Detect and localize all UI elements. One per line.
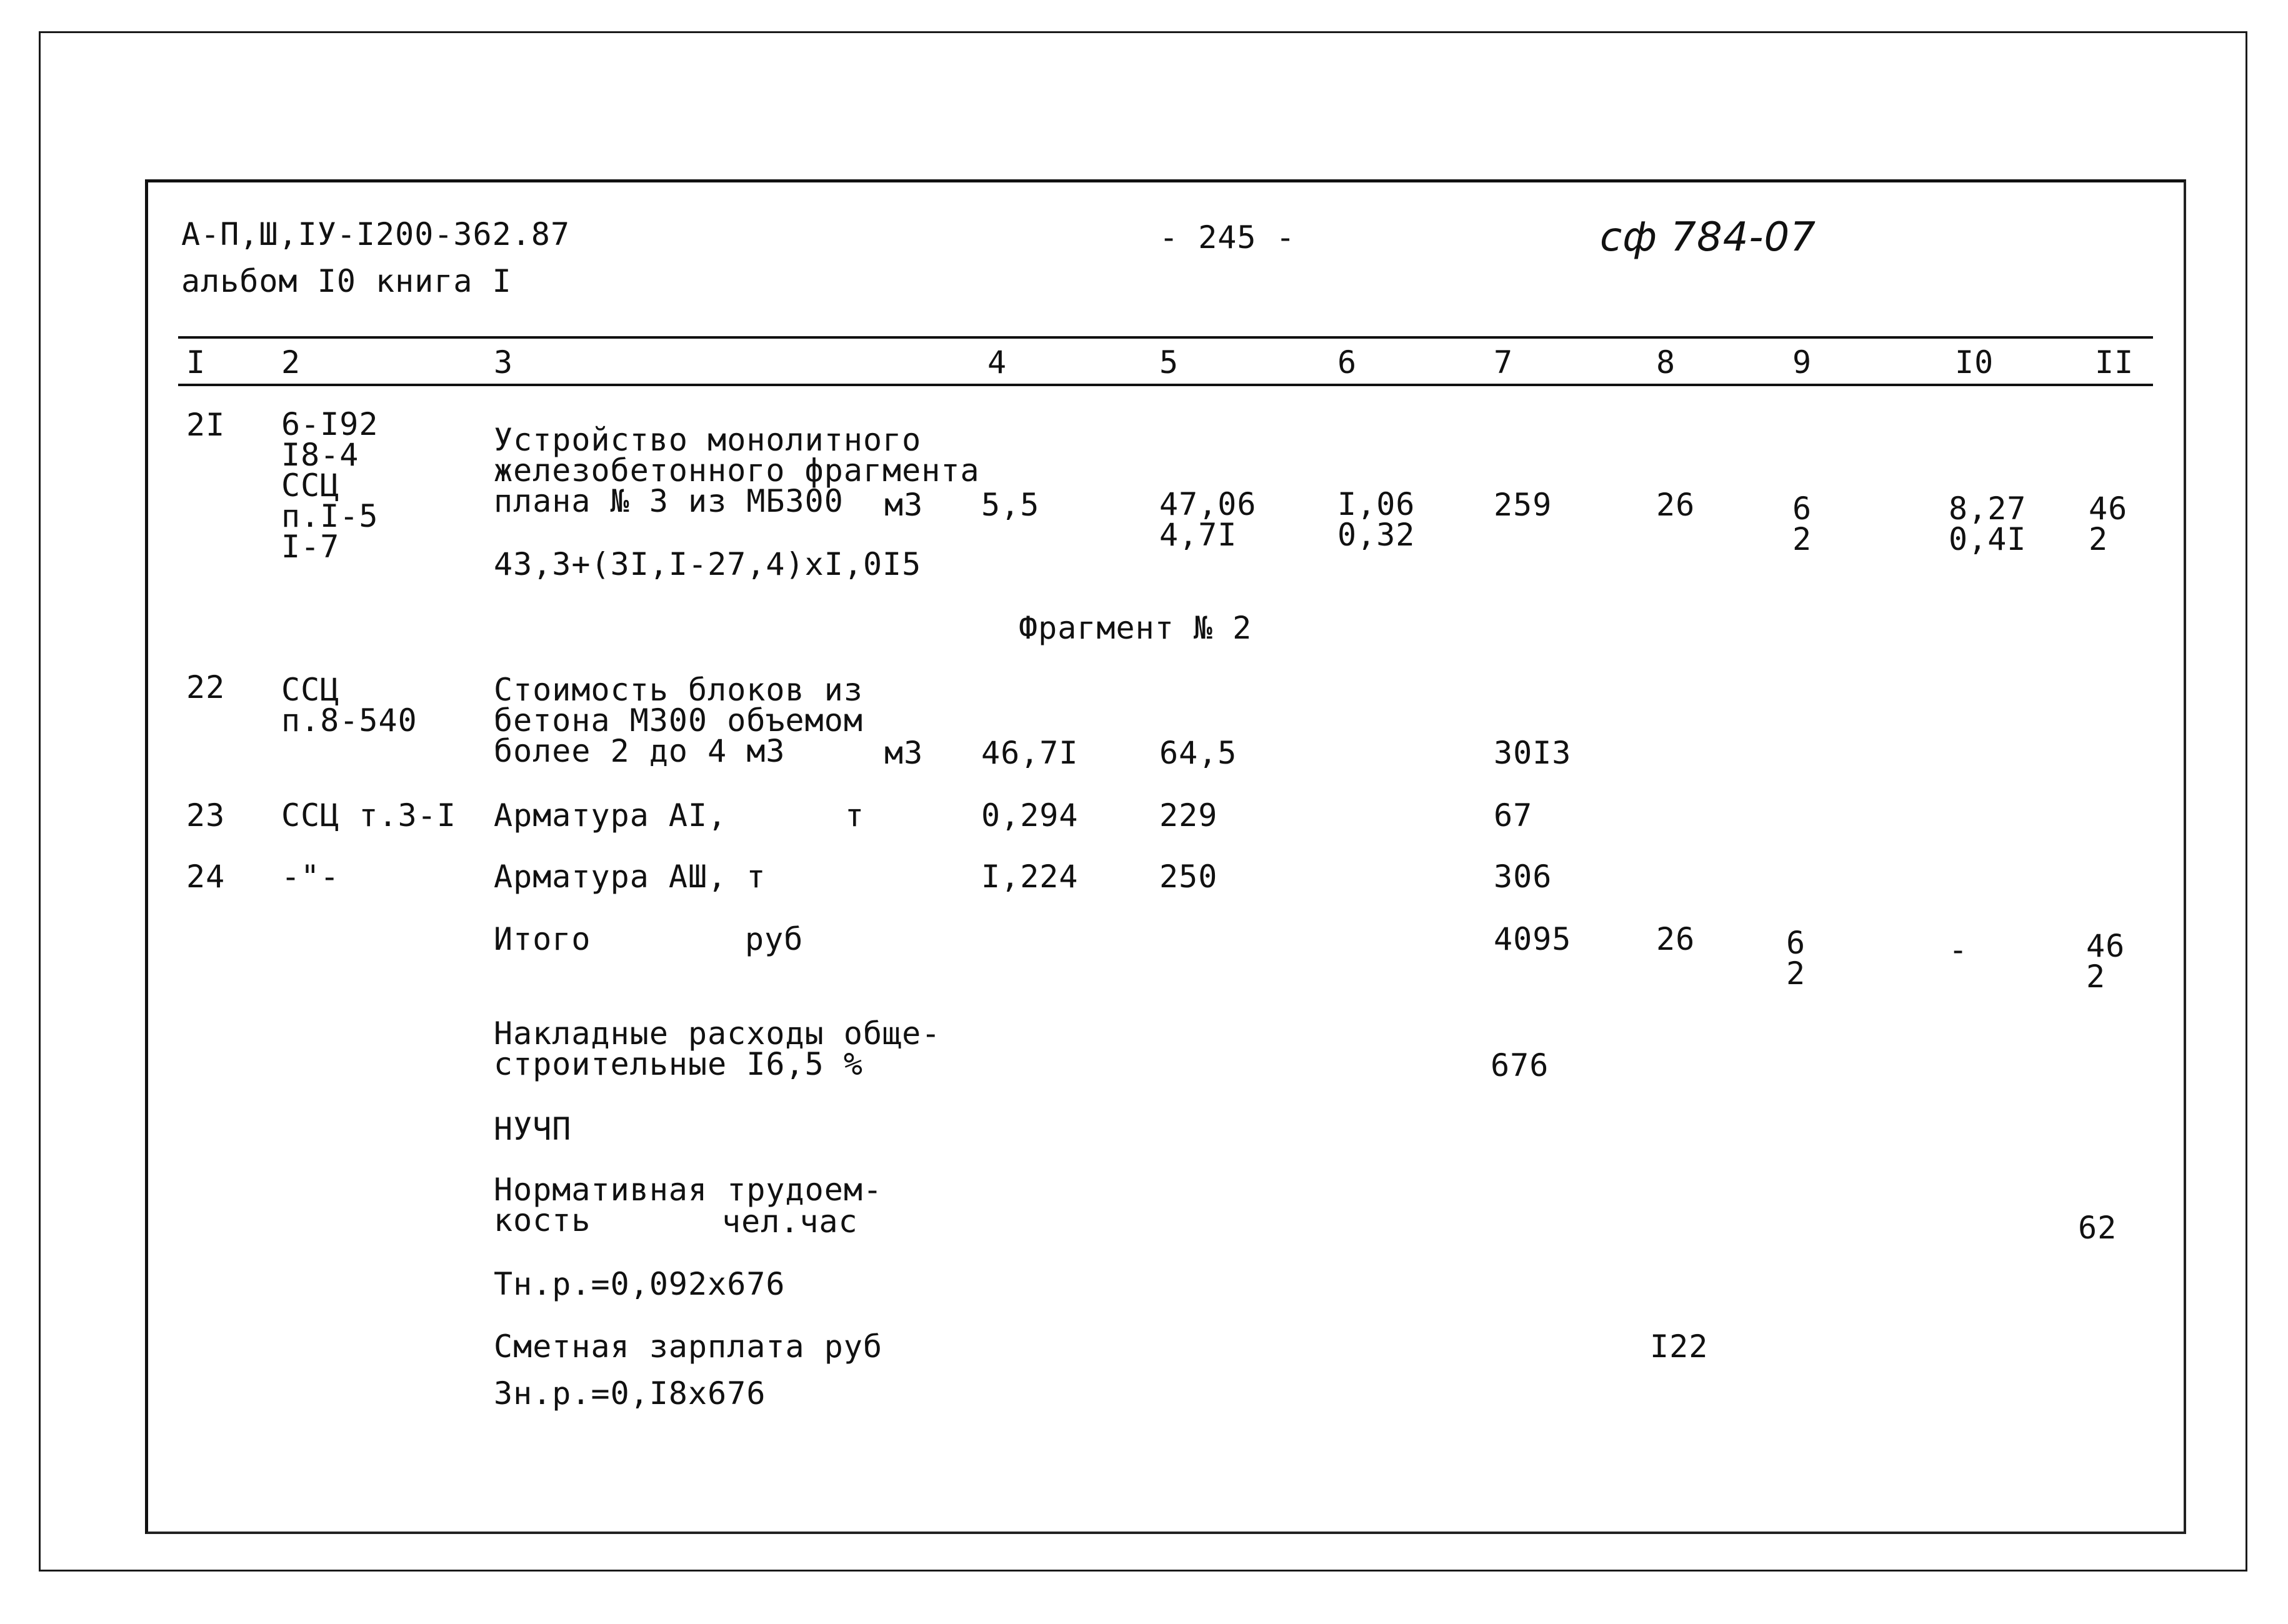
fragment-title: Фрагмент № 2 xyxy=(1019,610,1252,646)
row23-description: Арматура АI, xyxy=(494,797,727,834)
overhead-total: 676 xyxy=(1491,1047,1549,1083)
row24-quantity: I,224 xyxy=(981,859,1079,895)
row22-number: 22 xyxy=(186,669,226,705)
column-header-6: 6 xyxy=(1337,344,1357,381)
labor-formula: Тн.р.=0,092х676 xyxy=(494,1266,786,1302)
row21-number: 2I xyxy=(186,407,226,443)
handwritten-code: сф 784-07 xyxy=(1600,214,1816,261)
labor-col11: 62 xyxy=(2078,1210,2117,1246)
row21-description: Устройство монолитного железобетонного фрагмента плана № 3 из МБ300 xyxy=(494,422,980,519)
row21-quantity: 5,5 xyxy=(981,487,1040,523)
row22-price: 64,5 xyxy=(1159,735,1237,771)
itogo-unit: руб xyxy=(745,921,804,957)
nuchp-label: НУЧП xyxy=(494,1111,572,1147)
column-header-11: II xyxy=(2095,344,2134,381)
column-header-4: 4 xyxy=(987,344,1007,381)
itogo-total: 4095 xyxy=(1494,921,1572,957)
labor-label: Нормативная трудоем- кость xyxy=(494,1172,883,1238)
row22-description: Стоимость блоков из бетона М300 объемом более 2 до 4 м3 xyxy=(494,672,863,769)
row23-number: 23 xyxy=(186,797,226,834)
wage-label: Сметная зарплата руб xyxy=(494,1328,883,1365)
row23-code: ССЦ т.3-I xyxy=(281,797,456,834)
row24-description: Арматура АШ, т xyxy=(494,859,766,895)
album-label: альбом I0 книга I xyxy=(181,263,512,299)
itogo-col8: 26 xyxy=(1656,921,1696,957)
row21-unit: м3 xyxy=(884,487,924,523)
doc-code: А-П,Ш,IУ-I200-362.87 xyxy=(181,216,571,252)
column-header-10: I0 xyxy=(1955,344,1994,381)
row24-price: 250 xyxy=(1159,859,1218,895)
row22-code: ССЦ п.8-540 xyxy=(281,672,417,739)
row22-quantity: 46,7I xyxy=(981,735,1079,771)
labor-unit: чел.час xyxy=(722,1203,858,1240)
row23-price: 229 xyxy=(1159,797,1218,834)
column-header-1: I xyxy=(186,344,206,381)
row21-col10: 8,27 0,4I xyxy=(1949,491,2027,557)
column-header-9: 9 xyxy=(1792,344,1812,381)
overhead-label: Накладные расходы обще- строительные I6,5 % xyxy=(494,1015,941,1082)
header-top-rule xyxy=(178,336,2153,339)
row21-col8: 26 xyxy=(1656,487,1696,523)
row21-formula: 43,3+(3I,I-27,4)хI,0I5 xyxy=(494,546,922,582)
row22-unit: м3 xyxy=(884,735,924,771)
itogo-col9: 6 2 xyxy=(1786,925,1806,992)
row23-unit: т xyxy=(845,797,865,834)
column-header-8: 8 xyxy=(1656,344,1676,381)
column-header-2: 2 xyxy=(281,344,301,381)
column-header-5: 5 xyxy=(1159,344,1179,381)
row21-col9: 6 2 xyxy=(1792,491,1812,557)
row21-price: 47,06 4,7I xyxy=(1159,486,1257,553)
row22-total: 30I3 xyxy=(1494,735,1572,771)
row23-quantity: 0,294 xyxy=(981,797,1079,834)
row21-col6: I,06 0,32 xyxy=(1337,486,1416,553)
wage-col8: I22 xyxy=(1650,1328,1709,1365)
itogo-col10: - xyxy=(1949,932,1969,968)
row21-code: 6-I92 I8-4 ССЦ п.I-5 I-7 xyxy=(281,406,379,565)
header-bottom-rule xyxy=(178,384,2153,386)
row21-col11: 46 2 xyxy=(2089,491,2128,557)
itogo-label: Итого xyxy=(494,921,591,957)
column-header-7: 7 xyxy=(1494,344,1514,381)
row21-total: 259 xyxy=(1494,487,1552,523)
wage-formula: 3н.р.=0,I8х676 xyxy=(494,1375,766,1412)
row24-total: 306 xyxy=(1494,859,1552,895)
row24-number: 24 xyxy=(186,859,226,895)
sheet-frame xyxy=(145,179,2186,1534)
itogo-col11: 46 2 xyxy=(2086,928,2126,995)
row24-code: -"- xyxy=(281,859,340,895)
row23-total: 67 xyxy=(1494,797,1533,834)
page-number: - 245 - xyxy=(1159,219,1296,256)
column-header-3: 3 xyxy=(494,344,514,381)
